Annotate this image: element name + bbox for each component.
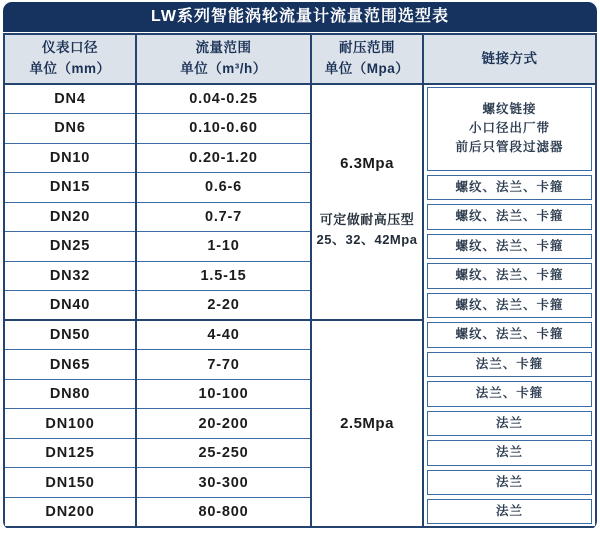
cell-flow-range: 0.20-1.20 <box>136 143 311 173</box>
cell-dn: DN65 <box>4 350 136 380</box>
cell-dn: DN20 <box>4 202 136 232</box>
cell-connection <box>423 379 596 409</box>
col-header-flow-line1: 流量范围 <box>195 40 252 56</box>
cell-flow-range: 30-300 <box>136 468 311 498</box>
col-header-diameter-line2: 单位（mm） <box>29 61 111 76</box>
connection-box: 法兰 <box>427 411 592 437</box>
pressure-note <box>312 210 422 249</box>
cell-flow-range: 2-20 <box>136 291 311 321</box>
cell-connection <box>423 173 596 203</box>
cell-flow-range: 4-40 <box>136 320 311 350</box>
cell-flow-range: 10-100 <box>136 379 311 409</box>
col-header-pressure-line1: 耐压范围 <box>339 40 395 56</box>
cell-dn: DN10 <box>4 143 136 173</box>
col-header-flow-line2: 单位（m³/h） <box>180 61 267 76</box>
pressure-group-high <box>311 84 423 320</box>
table-row <box>4 409 596 439</box>
cell-connection <box>423 291 596 321</box>
pressure-value: 6.3Mpa <box>340 155 394 173</box>
table-row <box>4 379 596 409</box>
cell-dn: DN100 <box>4 409 136 439</box>
connection-box: 螺纹、法兰、卡箍 <box>427 234 592 260</box>
col-header-connection-line1: 链接方式 <box>481 50 538 66</box>
cell-connection <box>423 409 596 439</box>
table-title: LW系列智能涡轮流量计流量范围选型表 <box>3 2 597 33</box>
connection-box: 法兰 <box>427 440 592 466</box>
cell-connection <box>423 232 596 262</box>
table-row <box>4 497 596 527</box>
pressure-group-low <box>311 320 423 527</box>
table-row <box>4 84 596 114</box>
connection-box: 螺纹、法兰、卡箍 <box>427 204 592 230</box>
connection-box: 螺纹、法兰、卡箍 <box>427 175 592 201</box>
connection-box: 螺纹、法兰、卡箍 <box>427 322 592 348</box>
cell-flow-range: 25-250 <box>136 438 311 468</box>
col-header-pressure-line2: 单位（Mpa） <box>324 61 410 76</box>
cell-connection <box>423 202 596 232</box>
cell-connection <box>423 320 596 350</box>
connection-box: 螺纹、法兰、卡箍 <box>427 293 592 319</box>
cell-connection <box>423 261 596 291</box>
pressure-note-line1: 可定做耐高压型 <box>319 212 415 228</box>
connection-box: 法兰、卡箍 <box>427 352 592 378</box>
cell-dn: DN15 <box>4 173 136 203</box>
cell-dn: DN32 <box>4 261 136 291</box>
cell-dn: DN150 <box>4 468 136 498</box>
cell-connection <box>423 438 596 468</box>
connection-line2: 小口径出厂带 <box>468 121 550 136</box>
table-row <box>4 232 596 262</box>
table-row <box>4 261 596 291</box>
cell-dn: DN80 <box>4 379 136 409</box>
cell-flow-range: 0.7-7 <box>136 202 311 232</box>
cell-dn: DN40 <box>4 291 136 321</box>
connection-box: 法兰、卡箍 <box>427 381 592 407</box>
cell-dn: DN4 <box>4 84 136 114</box>
col-header-pressure <box>311 34 423 84</box>
selection-table-card <box>3 2 597 530</box>
connection-box: 螺纹、法兰、卡箍 <box>427 263 592 289</box>
col-header-diameter-line1: 仪表口径 <box>42 40 98 56</box>
table-row <box>4 173 596 203</box>
col-header-flow <box>136 34 311 84</box>
cell-dn: DN50 <box>4 320 136 350</box>
cell-dn: DN125 <box>4 438 136 468</box>
cell-connection <box>423 497 596 527</box>
selection-table <box>3 33 597 528</box>
cell-dn: DN25 <box>4 232 136 262</box>
cell-flow-range: 7-70 <box>136 350 311 380</box>
cell-flow-range: 0.6-6 <box>136 173 311 203</box>
table-row <box>4 438 596 468</box>
cell-flow-range: 1.5-15 <box>136 261 311 291</box>
cell-dn: DN6 <box>4 114 136 144</box>
table-row <box>4 350 596 380</box>
table-row <box>4 202 596 232</box>
cell-flow-range: 1-10 <box>136 232 311 262</box>
table-row <box>4 320 596 350</box>
col-header-diameter <box>4 34 136 84</box>
pressure-value: 2.5Mpa <box>340 415 394 433</box>
connection-box <box>427 87 592 171</box>
cell-connection <box>423 350 596 380</box>
cell-connection-merged <box>423 84 596 173</box>
cell-flow-range: 20-200 <box>136 409 311 439</box>
table-row <box>4 291 596 321</box>
cell-dn: DN200 <box>4 497 136 527</box>
connection-box: 法兰 <box>427 470 592 496</box>
cell-flow-range: 80-800 <box>136 497 311 527</box>
connection-box: 法兰 <box>427 499 592 524</box>
table-row <box>4 468 596 498</box>
cell-connection <box>423 468 596 498</box>
pressure-note-line2: 25、32、42Mpa <box>316 231 418 247</box>
cell-flow-range: 0.04-0.25 <box>136 84 311 114</box>
col-header-connection <box>423 34 596 84</box>
header-row <box>4 34 596 84</box>
cell-flow-range: 0.10-0.60 <box>136 114 311 144</box>
connection-line3: 前后只管段过滤器 <box>455 140 564 155</box>
connection-line1: 螺纹链接 <box>482 101 537 116</box>
